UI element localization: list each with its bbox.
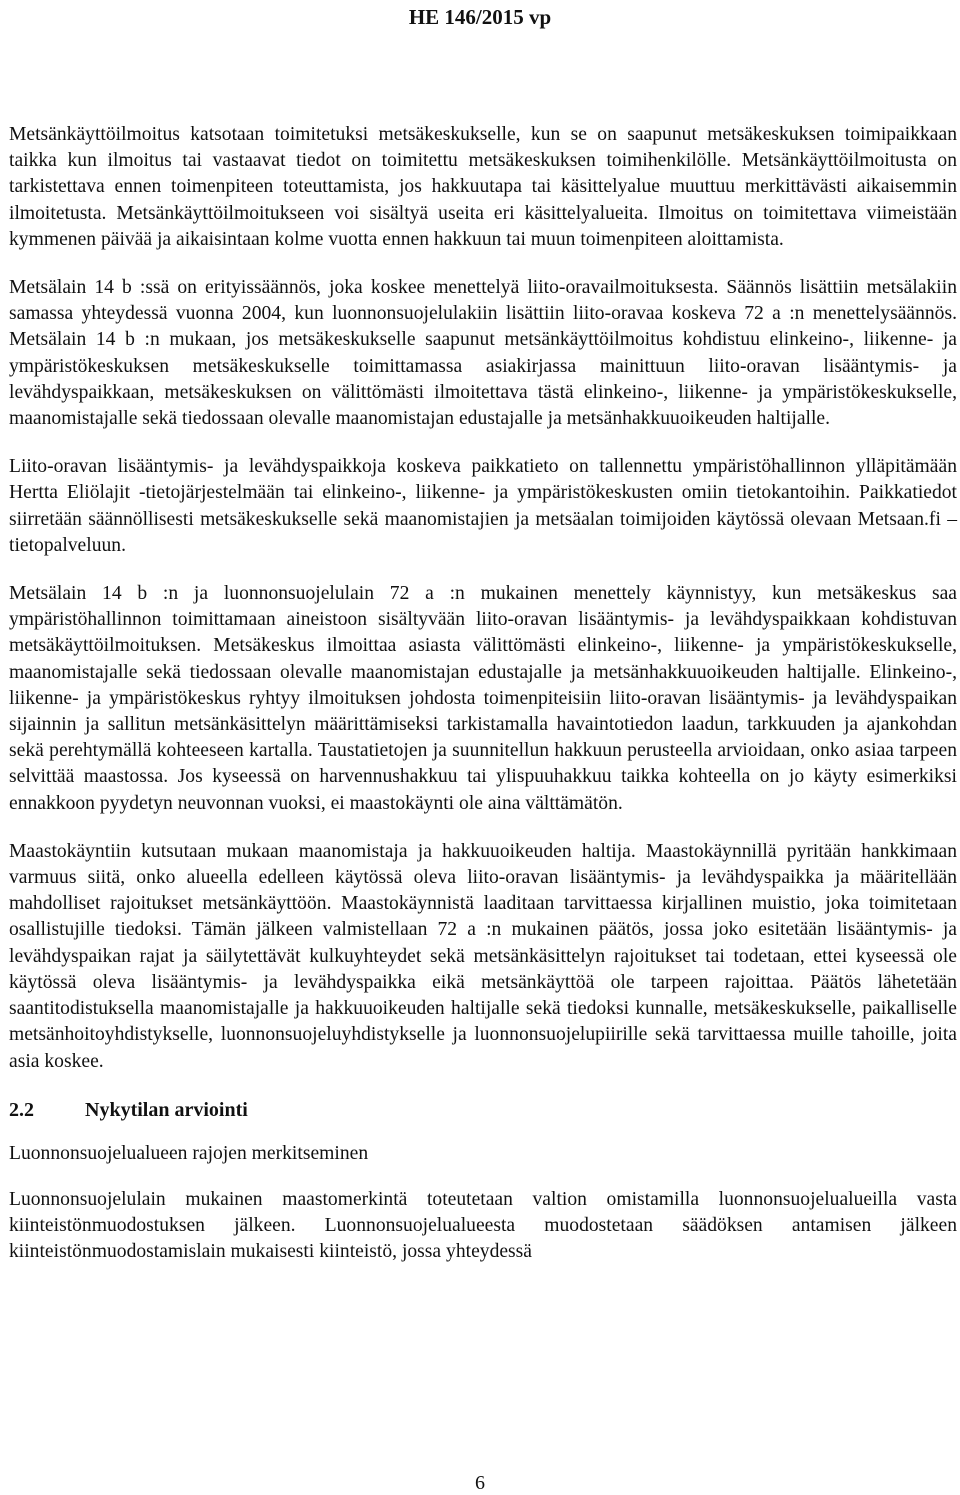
- section-number: 2.2: [9, 1098, 34, 1121]
- document-body: [9, 122, 957, 1265]
- paragraph-2: Metsälain 14 b :ssä on erityissäännös, joka koskee menettelyä liito-oravailmoituksesta. Säännös lisättiin metsälakiin samassa yhteydessä vuonna 2004, kun luonnonsuojelulakiin lisättiin liito-oravaa koskeva 72 a :n menettelysäännös. Metsälain 14 b :n mukaan, jos metsäkeskukselle saapunut metsänkäyttöilmoitus kohdistuu elinkeino-, liikenne- ja ympäristökeskuksen metsäkeskukselle toimittamassa asiakirjassa mainittuun liito-oravan lisääntymis- ja levähdyspaikkaan, metsäkeskuksen on välittömästi ilmoitettava tästä elinkeino-, liikenne- ja ympäristökeskukselle, maanomistajalle sekä tiedossaan olevalle maanomistajan edustajalle ja metsänhakkuuoikeuden haltijalle.: [9, 277, 957, 430]
- section-heading: [9, 1097, 957, 1123]
- page-number: 6: [475, 1472, 485, 1494]
- paragraph-4: Metsälain 14 b :n ja luonnonsuojelulain 72 a :n mukainen menettely käynnistyy, kun metsäkeskus saa ympäristöhallinnon toimittamaan aineistoon sisältyvään liito-oravan lisääntymis- ja levähdyspaikkaan kohdistuvan metsäkäyttöilmoituksen. Metsäkeskus ilmoittaa asiasta välittömästi elinkeino-, liikenne- ja ympäristökeskukselle, maanomistajalle sekä tiedossaan olevalle maanomistajan edustajalle ja metsänhakkuuoikeuden haltijalle. Elinkeino-, liikenne- ja ympäristökeskus ryhtyy ilmoituksen johdosta toimenpiteisiin liito-oravan lisääntymis- ja levähdyspaikan sijainnin ja sallitun metsänkäsittelyn määrittämiseksi tarkistamalla havaintotiedon laadun, tarkkuuden ja ajankohdan sekä perehtymällä kohteeseen kartalla. Taustatietojen ja suunnitellun hakkuun perusteella arvioidaan, onko asiaa tarpeen selvittää maastossa. Jos kyseessä on harvennushakkuu tai ylispuuhakkuu taikka kohteella on jo käyty esimerkiksi ennakkoon pyydetyn neuvonnan vuoksi, ei maastokäynti ole aina välttämätön.: [9, 583, 957, 814]
- section-paragraph: Luonnonsuojelulain mukainen maastomerkintä toteutetaan valtion omistamilla luonnonsuojelualueilla vasta kiinteistönmuodostuksen jälkeen. Luonnonsuojelualueesta muodostetaan säädöksen antamisen jälkeen kiinteistönmuodostamislain mukaisesti kiinteistö, jossa yhteydessä: [9, 1188, 957, 1263]
- document-header: HE 146/2015 vp: [408, 5, 552, 29]
- section-title: Nykytilan arviointi: [85, 1098, 248, 1121]
- paragraph-1: Metsänkäyttöilmoitus katsotaan toimitetuksi metsäkeskukselle, kun se on saapunut metsäkeskuksen toimipaikkaan taikka kun ilmoitus tai vastaavat tiedot on toimitettu metsäkeskuksen toimihenkilölle. Metsänkäyttöilmoitusta on tarkistettava ennen toimenpiteen toteuttamista, jos hakkuutapa tai käsittelyalue muuttuu merkittävästi aikaisemmin ilmoitetusta. Metsänkäyttöilmoitukseen voi sisältyä useita eri käsittelyalueita. Ilmoitus on toimitettava viimeistään kymmenen päivää ja aikaisintaan kolme vuotta ennen hakkuun tai muun toimenpiteen aloittamista.: [9, 124, 957, 250]
- section-subheading: Luonnonsuojelualueen rajojen merkitseminen: [9, 1142, 369, 1164]
- paragraph-5: Maastokäyntiin kutsutaan mukaan maanomistaja ja hakkuuoikeuden haltija. Maastokäynnillä pyritään hankkimaan varmuus siitä, onko alueella edelleen käytössä oleva liito-oravan lisääntymis- ja levähdyspaikka ja määritellään mahdolliset rajoitukset metsänkäyttöön. Maastokäynnistä laaditaan tarvittaessa kirjallinen muistio, joka toimitetaan osallistujille tiedoksi. Tämän jälkeen valmistellaan 72 a :n mukainen päätös, jossa joko esitetään lisääntymis- ja levähdyspaikan rajat ja säilytettävät kulkuyhteydet sekä metsänkäsittelyn rajoitukset tai todetaan, ettei kyseessä ole käytössä oleva lisääntymis- ja levähdyspaikka eikä metsänkäyttöä ole tarpeen rajoittaa. Päätös lähetetään saantitodistuksella maanomistajalle ja hakkuuoikeuden haltijalle sekä tiedoksi kunnalle, metsäkeskukselle, paikalliselle metsänhoitoyhdistykselle, luonnonsuojeluyhdistykselle ja luonnonsuojelupiirille sekä tarvittaessa muille tahoille, joita asia koskee.: [9, 840, 957, 1072]
- paragraph-3: Liito-oravan lisääntymis- ja levähdyspaikkoja koskeva paikkatieto on tallennettu ympäristöhallinnon ylläpitämään Hertta Eliölajit -tietojärjestelmään tai elinkeino-, liikenne- ja ympäristökeskusten omiin tietokantoihin. Paikkatiedot siirretään säännöllisesti metsäkeskukselle sekä maanomistajien ja metsäalan toimijoiden käytössä olevaan Metsaan.fi –tietopalveluun.: [9, 456, 957, 556]
